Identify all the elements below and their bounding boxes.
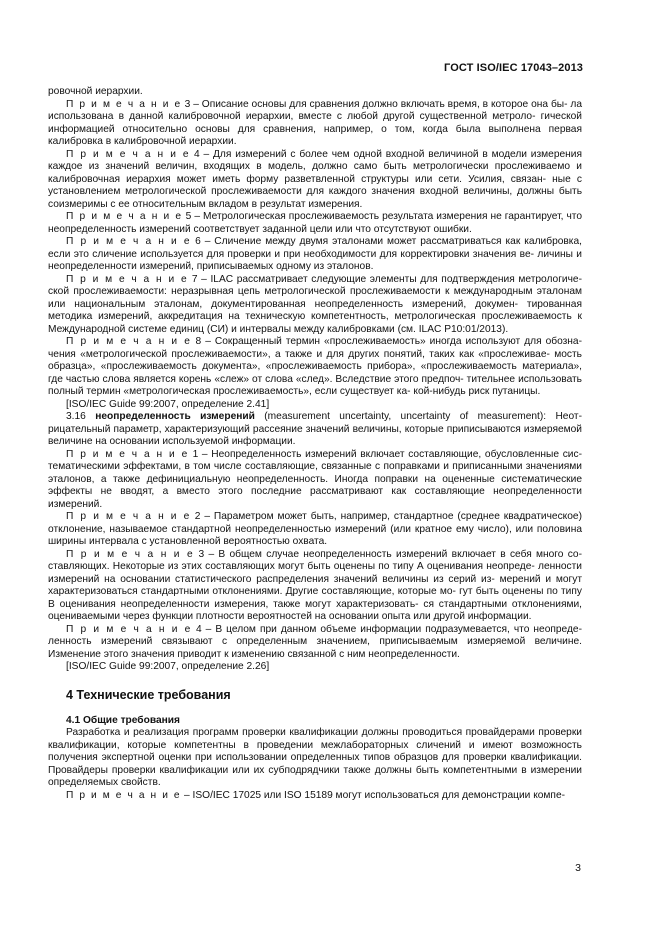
note-paragraph: П р и м е ч а н и е – ISO/IEC 17025 или ISO 15189 могут использоваться для демонстрации компе- <box>66 789 566 801</box>
note-paragraph: П р и м е ч а н и е 4 – Для измерений с более чем одной входной величиной в модели измерения каждое из значений величин, входящих в модель, должно само быть метрологически прослеживаемо и калибровочная иерархия может иметь форму разветвленной структуры или сети. Усилия, связан- ные с установлением метрологической прослеживаемости для каждого значения входной величины, должны быть соизмеримы с ее относительным вкладом в результат измерения. <box>48 148 582 210</box>
note-label: П р и м е ч а н и е <box>66 336 192 347</box>
note-label: П р и м е ч а н и е <box>66 548 195 560</box>
note-paragraph: П р и м е ч а н и е 4 – В целом при данном объеме информации подразумевается, что неопреде- ленность измерений связывают с определенным значением, приписываемым измеряемой величине. Изменение этого значения приводит к изменению связанной с ним неопределенности. <box>48 623 582 660</box>
note-label: П р и м е ч а н и е <box>66 211 183 222</box>
note-paragraph: П р и м е ч а н и е 8 – Сокращенный термин «прослеживаемость» иногда используют для обозна- чения «метрологической прослеживаемости», а также и для других понятий, таких как «прослеживае- мость образца», «прослеживаемость документа», «прослеживаемость прибора», «прослеживаемость материала», где частью слова является корень «слеж» от слова «след». Вследствие этого предпоч- тительнее использовать полный термин «метрологическая прослеживаемость», если существует ка- кой-нибудь риск путаницы. <box>48 336 582 397</box>
reference-citation: [ISO/IEC Guide 99:2007, определение 2.41] <box>66 398 270 410</box>
paragraph: ровочной иерархии. <box>48 86 143 97</box>
note-label: П р и м е ч а н и е <box>66 236 192 247</box>
note-paragraph: П р и м е ч а н и е 5 – Метрологическая прослеживаемость результата измерения не гарантирует, что неопределенность измерений соответствует заданной цели или что отсутствуют ошибки. <box>48 211 582 235</box>
term-definition: 3.16 неопределенность измерений (measurement uncertainty, uncertainty of measurement): Неот- рицательный параметр, характеризующий рассеяние значений величины, которые приписываются измеряемой величине на основании используемой информации. <box>48 411 582 447</box>
term-name: неопределенность измерений <box>95 411 255 422</box>
note-paragraph: П р и м е ч а н и е 1 – Неопределенность измерений включает составляющие, обусловленные сис- тематическими эффектами, в том числе составляющие, связанные с поправками и приписанными значениями эталонов, а также дефинициальную неопределенность. Иногда поправки на оцененные систематические эффекты не вводят, а вместо этого последние рассматривают как составляющие неопределенности измерений. <box>48 448 582 510</box>
note-label: П р и м е ч а н и е <box>66 148 191 160</box>
note-label: П р и м е ч а н и е <box>66 448 189 460</box>
note-paragraph: П р и м е ч а н и е 3 – Описание основы для сравнения должно включать время, в которое она бы- ла использована в данной калибровочной иерархии, вместе с любой другой существенной метроло- гической информацией относительно основы для сравнения, например, о том, когда была выполнена первая калибровка в калибровочной иерархии. <box>48 98 583 147</box>
note-label: П р и м е ч а н и е <box>66 789 182 801</box>
note-label: П р и м е ч а н и е <box>66 623 192 635</box>
note-paragraph: П р и м е ч а н и е 7 – ILAC рассматривает следующие элементы для подтверждения метрологиче- ской прослеживаемости: неразрывная цепь метрологической прослеживаемости к международным эталонам или национальным эталонам, документированная неопределенность измерений, докумен- тированная методика измерений, аккредитация на техническую компетентность, метрологическая прослеживаемость к Международной системе единиц (СИ) и интервалы между калибровками (см. ILAC P10:01/2013). <box>48 273 582 335</box>
page-number: 3 <box>575 862 581 874</box>
section-heading: 4 Технические требования <box>66 687 231 702</box>
note-label: П р и м е ч а н и е <box>66 273 189 285</box>
paragraph: Разработка и реализация программ проверки квалификации должны проводиться провайдерами проверки квалификации, которые компетентны в проведении межлабораторных сличений и имеют возможность получения экспертной оценки при использовании определенных типов образцов для проверки квалификации. Провайдеры проверки квалификации или их субподрядчики также должны быть компетентными в измерении определяемых свойств. <box>48 727 582 788</box>
note-label: П р и м е ч а н и е <box>66 511 191 522</box>
note-label: П р и м е ч а н и е <box>66 98 182 110</box>
note-paragraph: П р и м е ч а н и е 2 – Параметром может быть, например, стандартное (среднее квадратическое) отклонение, называемое стандартной неопределенностью измерений (или кратное ему число), или половина ширины интервала с установленной вероятностью охвата. <box>48 511 582 547</box>
document-body <box>48 86 582 802</box>
note-paragraph: П р и м е ч а н и е 3 – В общем случае неопределенность измерений включает в себя много со- ставляющих. Некоторые из этих составляющих могут быть оценены по типу А оценивания неопреде- ленности измерений на основании статистического распределения значений величины из серий из- мерений и могут характеризоваться стандартными отклонениями. Другие составляющие, которые мо- гут быть оценены по типу В оценивания неопределенности измерения, также могут характеризовать- ся стандартными отклонениями, оцениваемыми через функции плотности вероятностей на основании опыта или другой информации. <box>48 548 582 622</box>
reference-citation: [ISO/IEC Guide 99:2007, определение 2.26] <box>66 661 270 672</box>
document-header: ГОСТ ISO/IEC 17043–2013 <box>444 62 583 74</box>
note-paragraph: П р и м е ч а н и е 6 – Сличение между двумя эталонами может рассматриваться как калибровка, если это сличение используется для проверки и при необходимости для корректировки значения ве- личины и неопределенности измерений, приписываемых одному из эталонов. <box>48 236 582 272</box>
subsection-heading: 4.1 Общие требования <box>66 714 180 726</box>
